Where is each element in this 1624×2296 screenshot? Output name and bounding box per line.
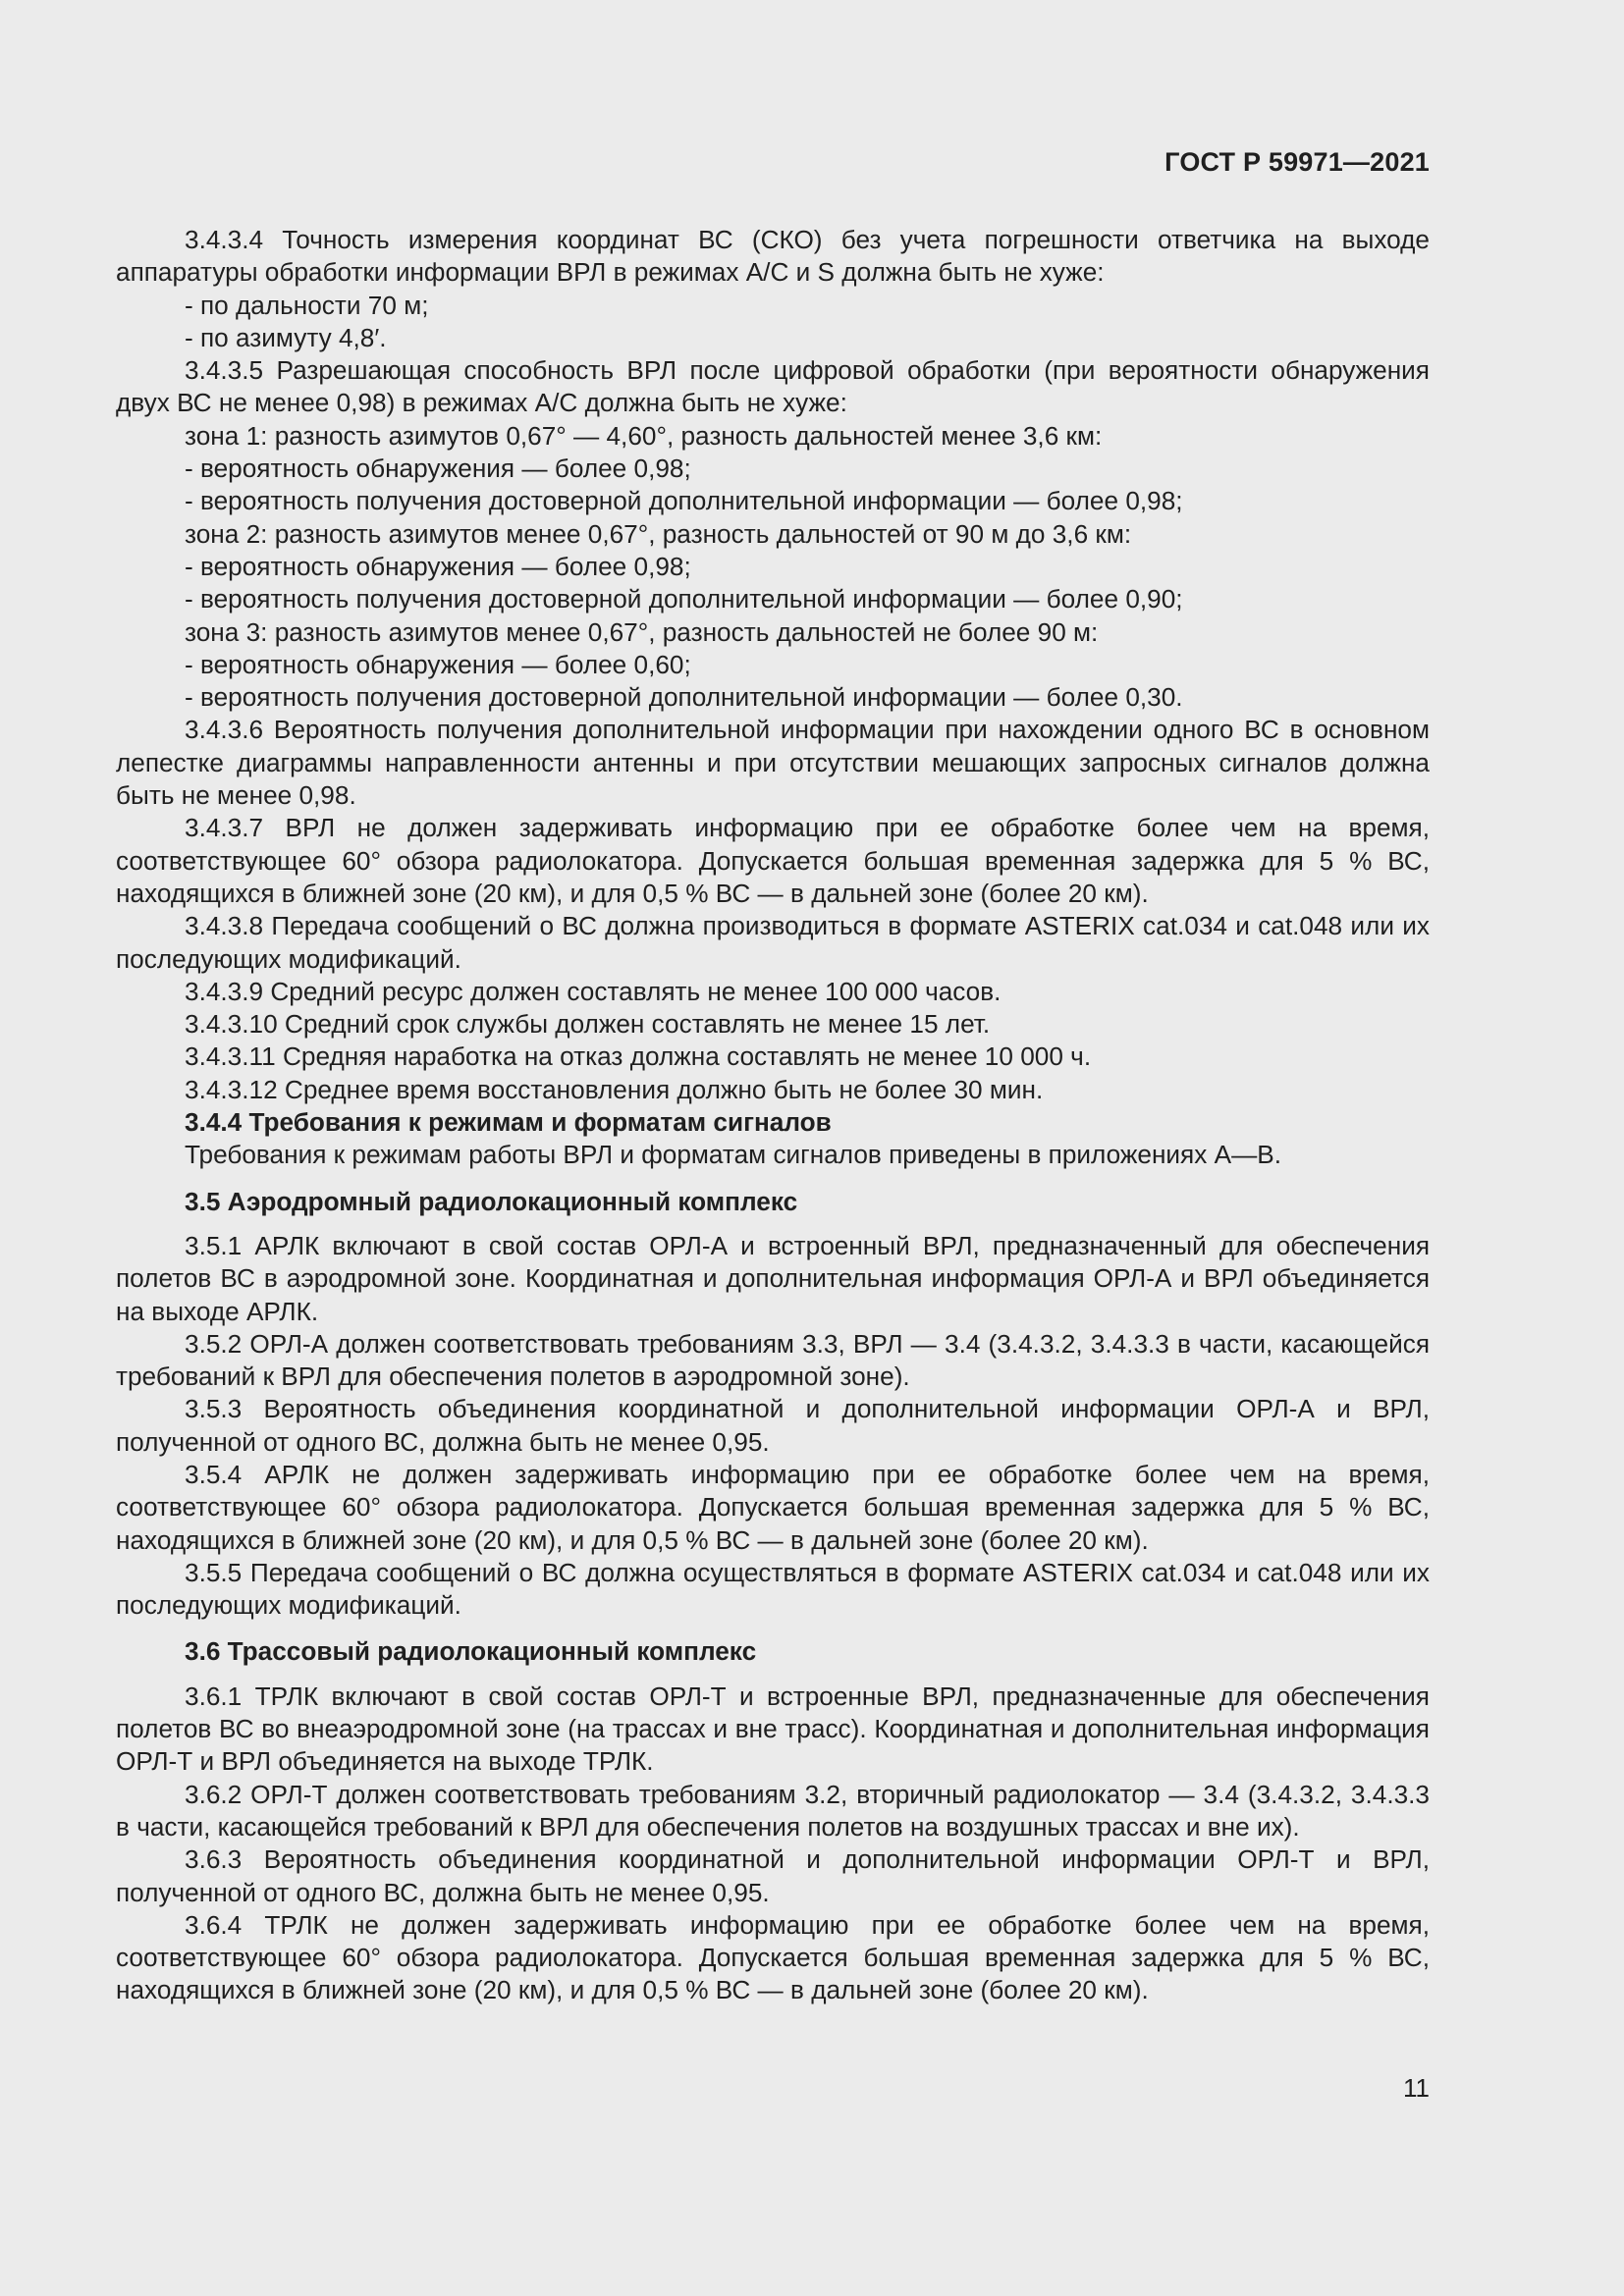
list-item: - вероятность получения достоверной дополнительной информации — более 0,90; [185,584,1183,614]
paragraph: 3.4.3.6 Вероятность получения дополнительной информации при нахождении одного ВС в основном лепестке диаграммы направленности антенны и при отсутствии мешающих запросных сигналов должна быть не менее 0,98. [116,715,1430,811]
paragraph: зона 2: разность азимутов менее 0,67°, разность дальностей от 90 м до 3,6 км: [185,518,1132,549]
list-item: - вероятность обнаружения — более 0,60; [185,649,691,679]
section-heading: 3.4.4 Требования к режимам и форматам сигналов [185,1107,832,1138]
paragraph: 3.4.3.4 Точность измерения координат ВС (СКО) без учета погрешности ответчика на выходе аппаратуры обработки информации ВРЛ в режимах А/С и S должна быть не хуже: [116,225,1430,288]
paragraph: 3.5.1 АРЛК включают в свой состав ОРЛ-А и встроенный ВРЛ, предназначенный для обеспечения полетов ВС в аэродромной зоне. Координатная и дополнительная информация ОРЛ-А и ВРЛ объединяется на выходе АРЛК. [116,1230,1430,1326]
paragraph: Требования к режимам работы ВРЛ и форматам сигналов приведены в приложениях А—В. [185,1140,1281,1170]
paragraph: 3.5.4 АРЛК не должен задерживать информацию при ее обработке более чем на время, соответствующее 60° обзора радиолокатора. Допускается большая временная задержка для 5 % ВС, находящихся в ближней зоне (20 км), и для 0,5 % ВС — в дальней зоне (более 20 км). [116,1459,1430,1555]
paragraph: 3.6.3 Вероятность объединения координатной и дополнительной информации ОРЛ-Т и ВРЛ, полученной от одного ВС, должна быть не менее 0,95. [116,1844,1430,1907]
paragraph: 3.6.1 ТРЛК включают в свой состав ОРЛ-Т и встроенные ВРЛ, предназначенные для обеспечения полетов ВС во внеаэродромной зоне (на трассах и вне трасс). Координатная и дополнительная информация ОРЛ-Т и ВРЛ объединяется на выходе ТРЛК. [116,1681,1430,1777]
document-header: ГОСТ Р 59971—2021 [1164,147,1430,177]
paragraph: 3.6.2 ОРЛ-Т должен соответствовать требованиям 3.2, вторичный радиолокатор — 3.4 (3.4.3.2, 3.4.3.3 в части, касающейся требований к ВРЛ для обеспечения полетов на воздушных трассах и вне их). [116,1779,1430,1842]
list-item: - вероятность обнаружения — более 0,98; [185,454,691,484]
document-body [116,224,1430,2007]
list-item: - вероятность обнаружения — более 0,98; [185,551,691,581]
section-heading: 3.6 Трассовый радиолокационный комплекс [185,1636,757,1667]
paragraph: 3.4.3.12 Среднее время восстановления должно быть не более 30 мин. [185,1074,1044,1104]
page-number: 11 [1403,2073,1430,2103]
list-item: - по азимуту 4,8′. [185,322,387,352]
paragraph: 3.4.3.7 ВРЛ не должен задерживать информацию при ее обработке более чем на время, соответствующее 60° обзора радиолокатора. Допускается большая временная задержка для 5 % ВС, находящихся в ближней зоне (20 км), и для 0,5 % ВС — в дальней зоне (более 20 км). [116,813,1430,908]
list-item: - по дальности 70 м; [185,290,429,320]
paragraph: 3.4.3.9 Средний ресурс должен составлять не менее 100 000 часов. [185,976,1001,1006]
list-item: - вероятность получения достоверной дополнительной информации — более 0,98; [185,486,1183,516]
paragraph: 3.5.3 Вероятность объединения координатной и дополнительной информации ОРЛ-А и ВРЛ, полученной от одного ВС, должна быть не менее 0,95. [116,1394,1430,1457]
paragraph: 3.4.3.5 Разрешающая способность ВРЛ после цифровой обработки (при вероятности обнаружения двух ВС не менее 0,98) в режимах А/С должна быть не хуже: [116,355,1430,418]
paragraph: 3.6.4 ТРЛК не должен задерживать информацию при ее обработке более чем на время, соответствующее 60° обзора радиолокатора. Допускается большая временная задержка для 5 % ВС, находящихся в ближней зоне (20 км), и для 0,5 % ВС — в дальней зоне (более 20 км). [116,1909,1430,2005]
list-item: - вероятность получения достоверной дополнительной информации — более 0,30. [185,682,1183,713]
section-heading: 3.5 Аэродромный радиолокационный комплекс [185,1186,798,1216]
paragraph: 3.4.3.8 Передача сообщений о ВС должна производиться в формате ASTERIX cat.034 и cat.048 или их последующих модификаций. [116,911,1430,974]
paragraph: 3.4.3.11 Средняя наработка на отказ должна составлять не менее 10 000 ч. [185,1041,1092,1072]
paragraph: зона 3: разность азимутов менее 0,67°, разность дальностей не более 90 м: [185,616,1099,647]
paragraph: 3.4.3.10 Средний срок службы должен составлять не менее 15 лет. [185,1009,991,1040]
paragraph: зона 1: разность азимутов 0,67° — 4,60°, разность дальностей менее 3,6 км: [185,420,1103,451]
paragraph: 3.5.2 ОРЛ-А должен соответствовать требованиям 3.3, ВРЛ — 3.4 (3.4.3.2, 3.4.3.3 в части, касающейся требований к ВРЛ для обеспечения полетов в аэродромной зоне). [116,1328,1430,1392]
paragraph: 3.5.5 Передача сообщений о ВС должна осуществляться в формате ASTERIX cat.034 и cat.048 или их последующих модификаций. [116,1557,1430,1621]
